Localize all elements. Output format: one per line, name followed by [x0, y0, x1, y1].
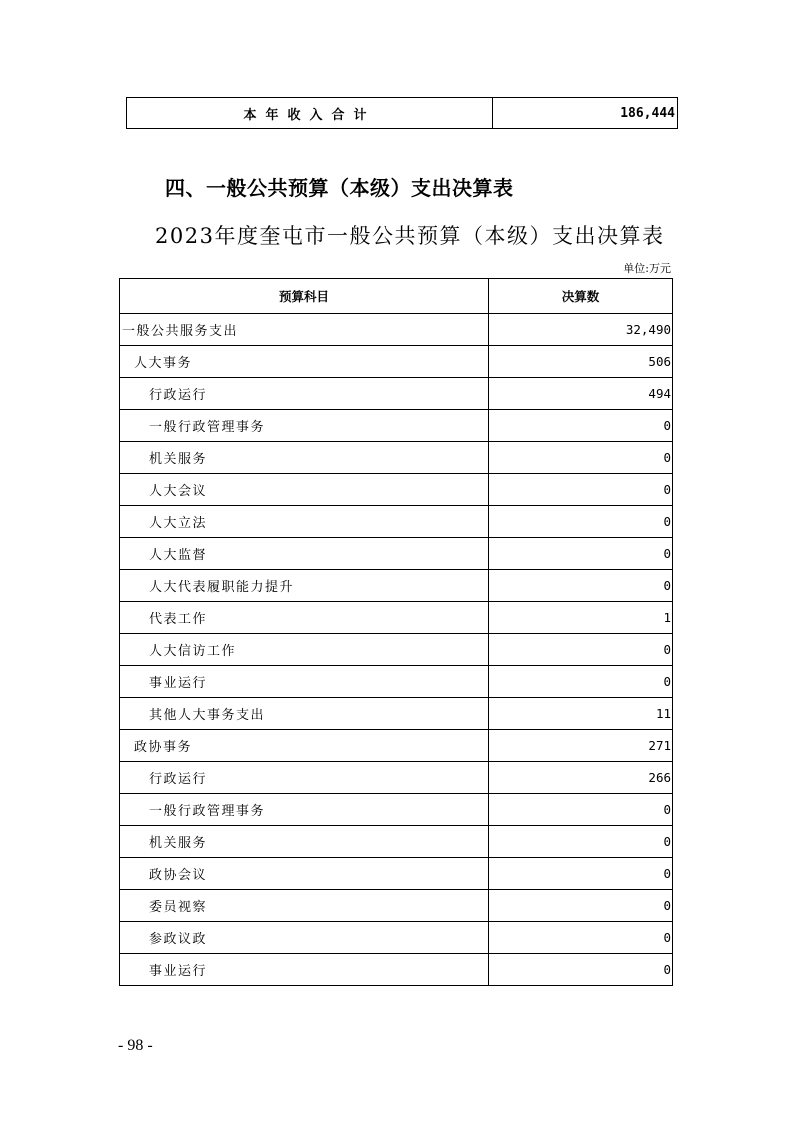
table-row: [120, 314, 673, 346]
table-row: [120, 858, 673, 890]
row-value: 11: [489, 698, 673, 730]
row-name: 人大立法: [120, 506, 489, 538]
row-value: 0: [489, 666, 673, 698]
table-row: [120, 378, 673, 410]
table-row: [120, 346, 673, 378]
row-name: 人大事务: [120, 346, 489, 378]
table-header-row: [120, 279, 673, 314]
row-value: 0: [489, 474, 673, 506]
row-value: 0: [489, 442, 673, 474]
row-value: 0: [489, 410, 673, 442]
row-name: 行政运行: [120, 762, 489, 794]
table-row: [120, 570, 673, 602]
header-budget-item: 预算科目: [120, 279, 489, 314]
row-value: 494: [489, 378, 673, 410]
row-value: 0: [489, 634, 673, 666]
row-value: 506: [489, 346, 673, 378]
table-row: [120, 826, 673, 858]
row-value: 32,490: [489, 314, 673, 346]
table-row: [120, 922, 673, 954]
row-value: 0: [489, 538, 673, 570]
table-row: [120, 474, 673, 506]
income-total-label: 本年收入合计: [127, 98, 493, 128]
row-name: 一般公共服务支出: [120, 314, 489, 346]
row-name: 代表工作: [120, 602, 489, 634]
row-value: 0: [489, 858, 673, 890]
table-row: [120, 890, 673, 922]
header-final-amount: 决算数: [489, 279, 673, 314]
row-name: 机关服务: [120, 442, 489, 474]
row-name: 事业运行: [120, 954, 489, 986]
row-value: 0: [489, 570, 673, 602]
row-name: 一般行政管理事务: [120, 794, 489, 826]
table-row: [120, 442, 673, 474]
row-name: 一般行政管理事务: [120, 410, 489, 442]
row-value: 0: [489, 826, 673, 858]
row-name: 政协事务: [120, 730, 489, 762]
row-name: 委员视察: [120, 890, 489, 922]
row-name: 其他人大事务支出: [120, 698, 489, 730]
row-value: 266: [489, 762, 673, 794]
table-row: [120, 794, 673, 826]
expenditure-table: [119, 278, 673, 986]
table-row: [120, 666, 673, 698]
row-name: 人大信访工作: [120, 634, 489, 666]
row-value: 1: [489, 602, 673, 634]
row-name: 事业运行: [120, 666, 489, 698]
row-name: 人大监督: [120, 538, 489, 570]
row-name: 人大代表履职能力提升: [120, 570, 489, 602]
row-value: 0: [489, 954, 673, 986]
row-value: 271: [489, 730, 673, 762]
table-row: [120, 410, 673, 442]
table-row: [120, 538, 673, 570]
table-body: [120, 314, 673, 986]
table-row: [120, 634, 673, 666]
page-number: - 98 -: [118, 1037, 153, 1054]
row-value: 0: [489, 922, 673, 954]
row-value: 0: [489, 890, 673, 922]
row-value: 0: [489, 506, 673, 538]
table-row: [120, 602, 673, 634]
row-name: 人大会议: [120, 474, 489, 506]
income-total-value: 186,444: [620, 105, 675, 121]
table-row: [120, 954, 673, 986]
row-value: 0: [489, 794, 673, 826]
income-total-table: [126, 97, 678, 129]
row-name: 政协会议: [120, 858, 489, 890]
row-name: 行政运行: [120, 378, 489, 410]
unit-label: 单位:万元: [623, 262, 671, 275]
table-title: 2023年度奎屯市一般公共预算（本级）支出决算表: [155, 224, 665, 248]
table-row: [120, 506, 673, 538]
table-row: [120, 730, 673, 762]
table-row: [120, 698, 673, 730]
row-name: 参政议政: [120, 922, 489, 954]
section-heading: 四、一般公共预算（本级）支出决算表: [165, 176, 514, 200]
row-name: 机关服务: [120, 826, 489, 858]
table-row: [120, 762, 673, 794]
